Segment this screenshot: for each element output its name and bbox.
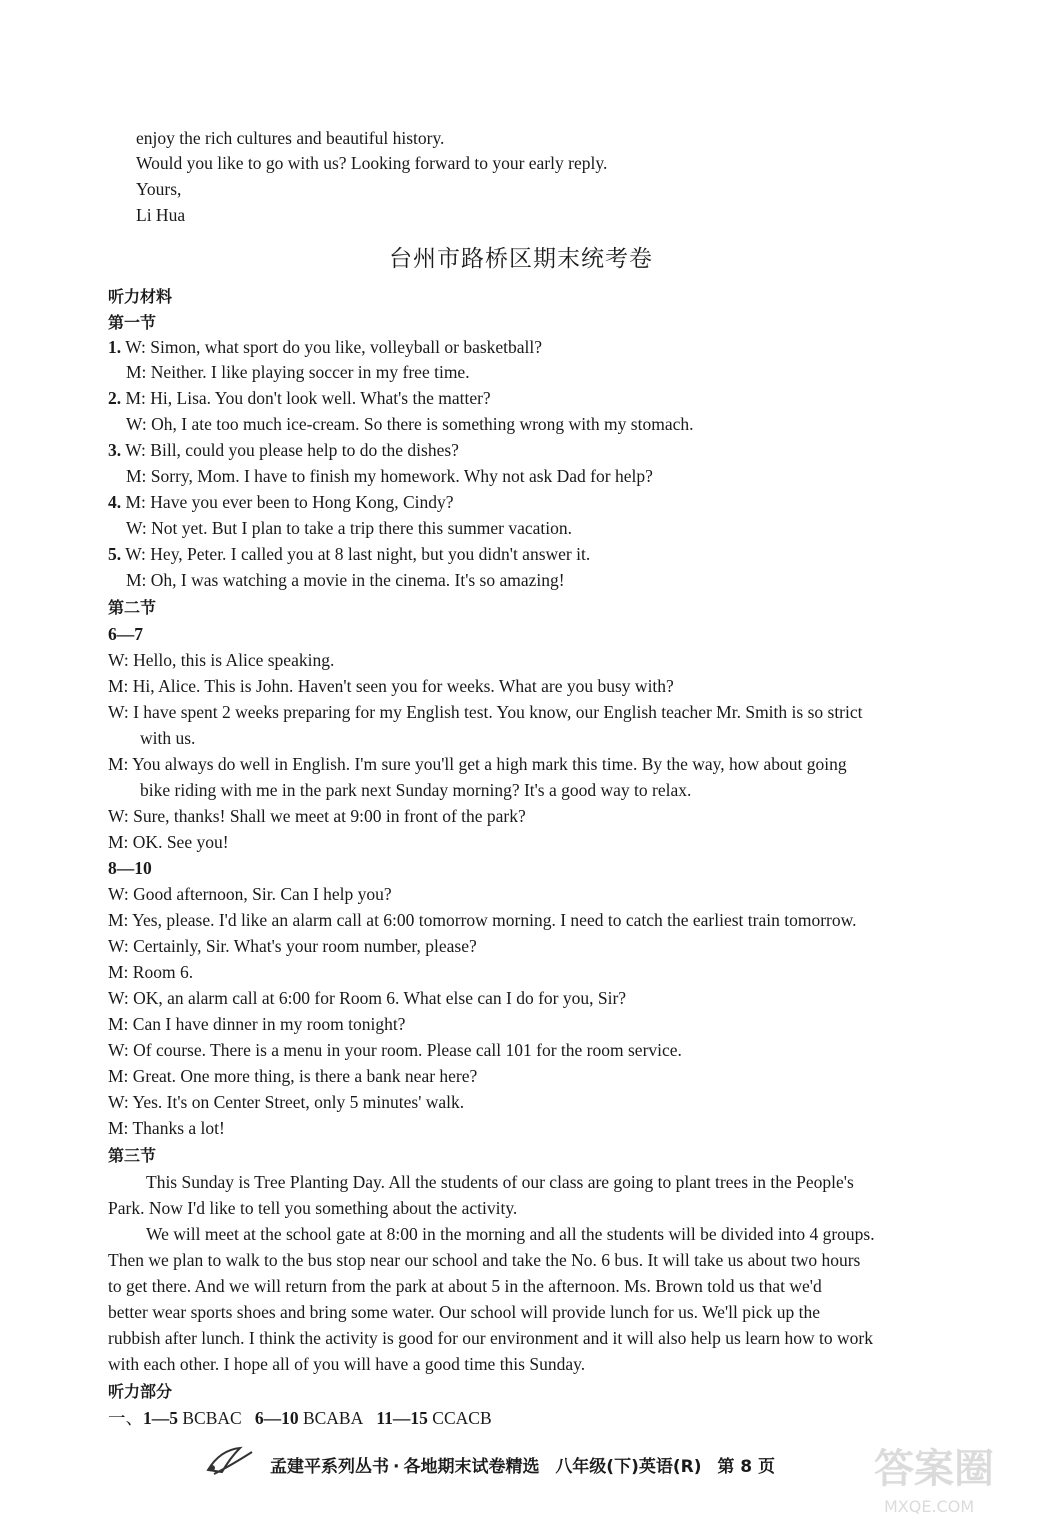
question-number: 2.	[108, 388, 122, 408]
passage-line: to get there. And we will return from the park at about 5 in the afternoon. Ms. Brown told us that we'd	[108, 1276, 822, 1296]
dialogue-line: M: Yes, please. I'd like an alarm call at 6:00 tomorrow morning. I need to catch the earliest train tomorrow.	[108, 910, 857, 930]
dialogue-text: M: Have you ever been to Hong Kong, Cindy?	[125, 492, 454, 512]
dialogue-line: W: I have spent 2 weeks preparing for my English test. You know, our English teacher Mr. Smith is so strict	[108, 702, 863, 722]
answers-line	[108, 1406, 492, 1430]
dialogue-line: W: Certainly, Sir. What's your room number, please?	[108, 936, 477, 956]
letter-line: Yours,	[136, 179, 182, 199]
dialogue-line: W: OK, an alarm call at 6:00 for Room 6. What else can I do for you, Sir?	[108, 988, 627, 1008]
group-label: 6—7	[108, 624, 143, 644]
passage-line: We will meet at the school gate at 8:00 in the morning and all the students will be divided into 4 groups.	[146, 1224, 875, 1244]
dialogue-text: W: Simon, what sport do you like, volleyball or basketball?	[125, 337, 543, 357]
dialogue-line	[108, 386, 491, 410]
answers-label: 听力部分	[108, 1382, 173, 1401]
section-label: 第二节	[108, 598, 157, 617]
dialogue-line: W: Yes. It's on Center Street, only 5 minutes' walk.	[108, 1092, 465, 1112]
listening-material-label: 听力材料	[108, 287, 173, 306]
page-number: 第 8 页	[717, 1457, 775, 1477]
dialogue-line: M: Thanks a lot!	[108, 1118, 225, 1138]
dialogue-line: bike riding with me in the park next Sunday morning? It's a good way to relax.	[140, 780, 692, 800]
section-label: 第一节	[108, 313, 157, 332]
dialogue-line: M: OK. See you!	[108, 832, 229, 852]
answer-range: 6—10	[254, 1408, 299, 1428]
page-footer	[270, 1452, 779, 1477]
footer-series: 孟建平系列丛书	[270, 1457, 389, 1477]
dialogue-line: W: Oh, I ate too much ice-cream. So there is something wrong with my stomach.	[126, 414, 694, 434]
passage-line: better wear sports shoes and bring some water. Our school will provide lunch for us. We'll pick up the	[108, 1302, 820, 1322]
dialogue-line: M: You always do well in English. I'm sure you'll get a high mark this time. By the way, how about going	[108, 754, 847, 774]
dialogue-line	[108, 335, 542, 359]
footer-dot: ·	[393, 1457, 400, 1477]
dialogue-line: M: Room 6.	[108, 962, 194, 982]
answers-prefix: 一、	[108, 1408, 143, 1428]
dialogue-line: W: Good afternoon, Sir. Can I help you?	[108, 884, 392, 904]
answer-range: 1—5	[143, 1408, 178, 1428]
publisher-logo-icon	[200, 1440, 260, 1480]
watermark-sub: MXQE.COM	[884, 1497, 975, 1516]
dialogue-line: M: Oh, I was watching a movie in the cinema. It's so amazing!	[126, 570, 565, 590]
dialogue-line: with us.	[140, 728, 196, 748]
answer-key: CCACB	[432, 1408, 492, 1428]
dialogue-line: M: Neither. I like playing soccer in my free time.	[126, 362, 470, 382]
watermark-text: 答案圈	[874, 1446, 994, 1492]
dialogue-line: M: Hi, Alice. This is John. Haven't seen you for weeks. What are you busy with?	[108, 676, 674, 696]
passage-line: This Sunday is Tree Planting Day. All the students of our class are going to plant trees in the People's	[146, 1172, 854, 1192]
answer-key: BCABA	[302, 1408, 364, 1428]
letter-signature: Li Hua	[136, 205, 186, 225]
dialogue-line	[108, 542, 590, 566]
question-number: 5.	[108, 544, 122, 564]
dialogue-line: M: Great. One more thing, is there a bank near here?	[108, 1066, 478, 1086]
passage-line: Park. Now I'd like to tell you something about the activity.	[108, 1198, 518, 1218]
dialogue-line: W: Sure, thanks! Shall we meet at 9:00 in front of the park?	[108, 806, 526, 826]
letter-line: enjoy the rich cultures and beautiful history.	[136, 128, 445, 148]
question-number: 3.	[108, 440, 122, 460]
dialogue-line: M: Can I have dinner in my room tonight?	[108, 1014, 406, 1034]
dialogue-line	[108, 438, 459, 462]
answer-key: BCBAC	[182, 1408, 242, 1428]
dialogue-line: W: Hello, this is Alice speaking.	[108, 650, 335, 670]
watermark-logo	[872, 1430, 1012, 1520]
dialogue-line: M: Sorry, Mom. I have to finish my homework. Why not ask Dad for help?	[126, 466, 653, 486]
passage-line: with each other. I hope all of you will have a good time this Sunday.	[108, 1354, 586, 1374]
passage-line: Then we plan to walk to the bus stop near our school and take the No. 6 bus. It will take us about two hours	[108, 1250, 861, 1270]
passage-line: rubbish after lunch. I think the activity is good for our environment and it will also help us learn how to work	[108, 1328, 873, 1348]
footer-book: 各地期末试卷精选	[403, 1457, 540, 1477]
dialogue-text: W: Hey, Peter. I called you at 8 last night, but you didn't answer it.	[125, 544, 591, 564]
dialogue-line: W: Not yet. But I plan to take a trip there this summer vacation.	[126, 518, 572, 538]
footer-grade: 八年级(下)英语(R)	[555, 1457, 702, 1477]
answer-range: 11—15	[376, 1408, 428, 1428]
dialogue-line	[108, 490, 454, 514]
group-label: 8—10	[108, 858, 152, 878]
section-label: 第三节	[108, 1146, 157, 1165]
question-number: 4.	[108, 492, 122, 512]
dialogue-text: W: Bill, could you please help to do the dishes?	[125, 440, 459, 460]
dialogue-line: W: Of course. There is a menu in your room. Please call 101 for the room service.	[108, 1040, 682, 1060]
question-number: 1.	[108, 337, 122, 357]
dialogue-text: M: Hi, Lisa. You don't look well. What's the matter?	[125, 388, 491, 408]
letter-line: Would you like to go with us? Looking forward to your early reply.	[136, 153, 608, 173]
page-title: 台州市路桥区期末统考卷	[389, 246, 653, 272]
